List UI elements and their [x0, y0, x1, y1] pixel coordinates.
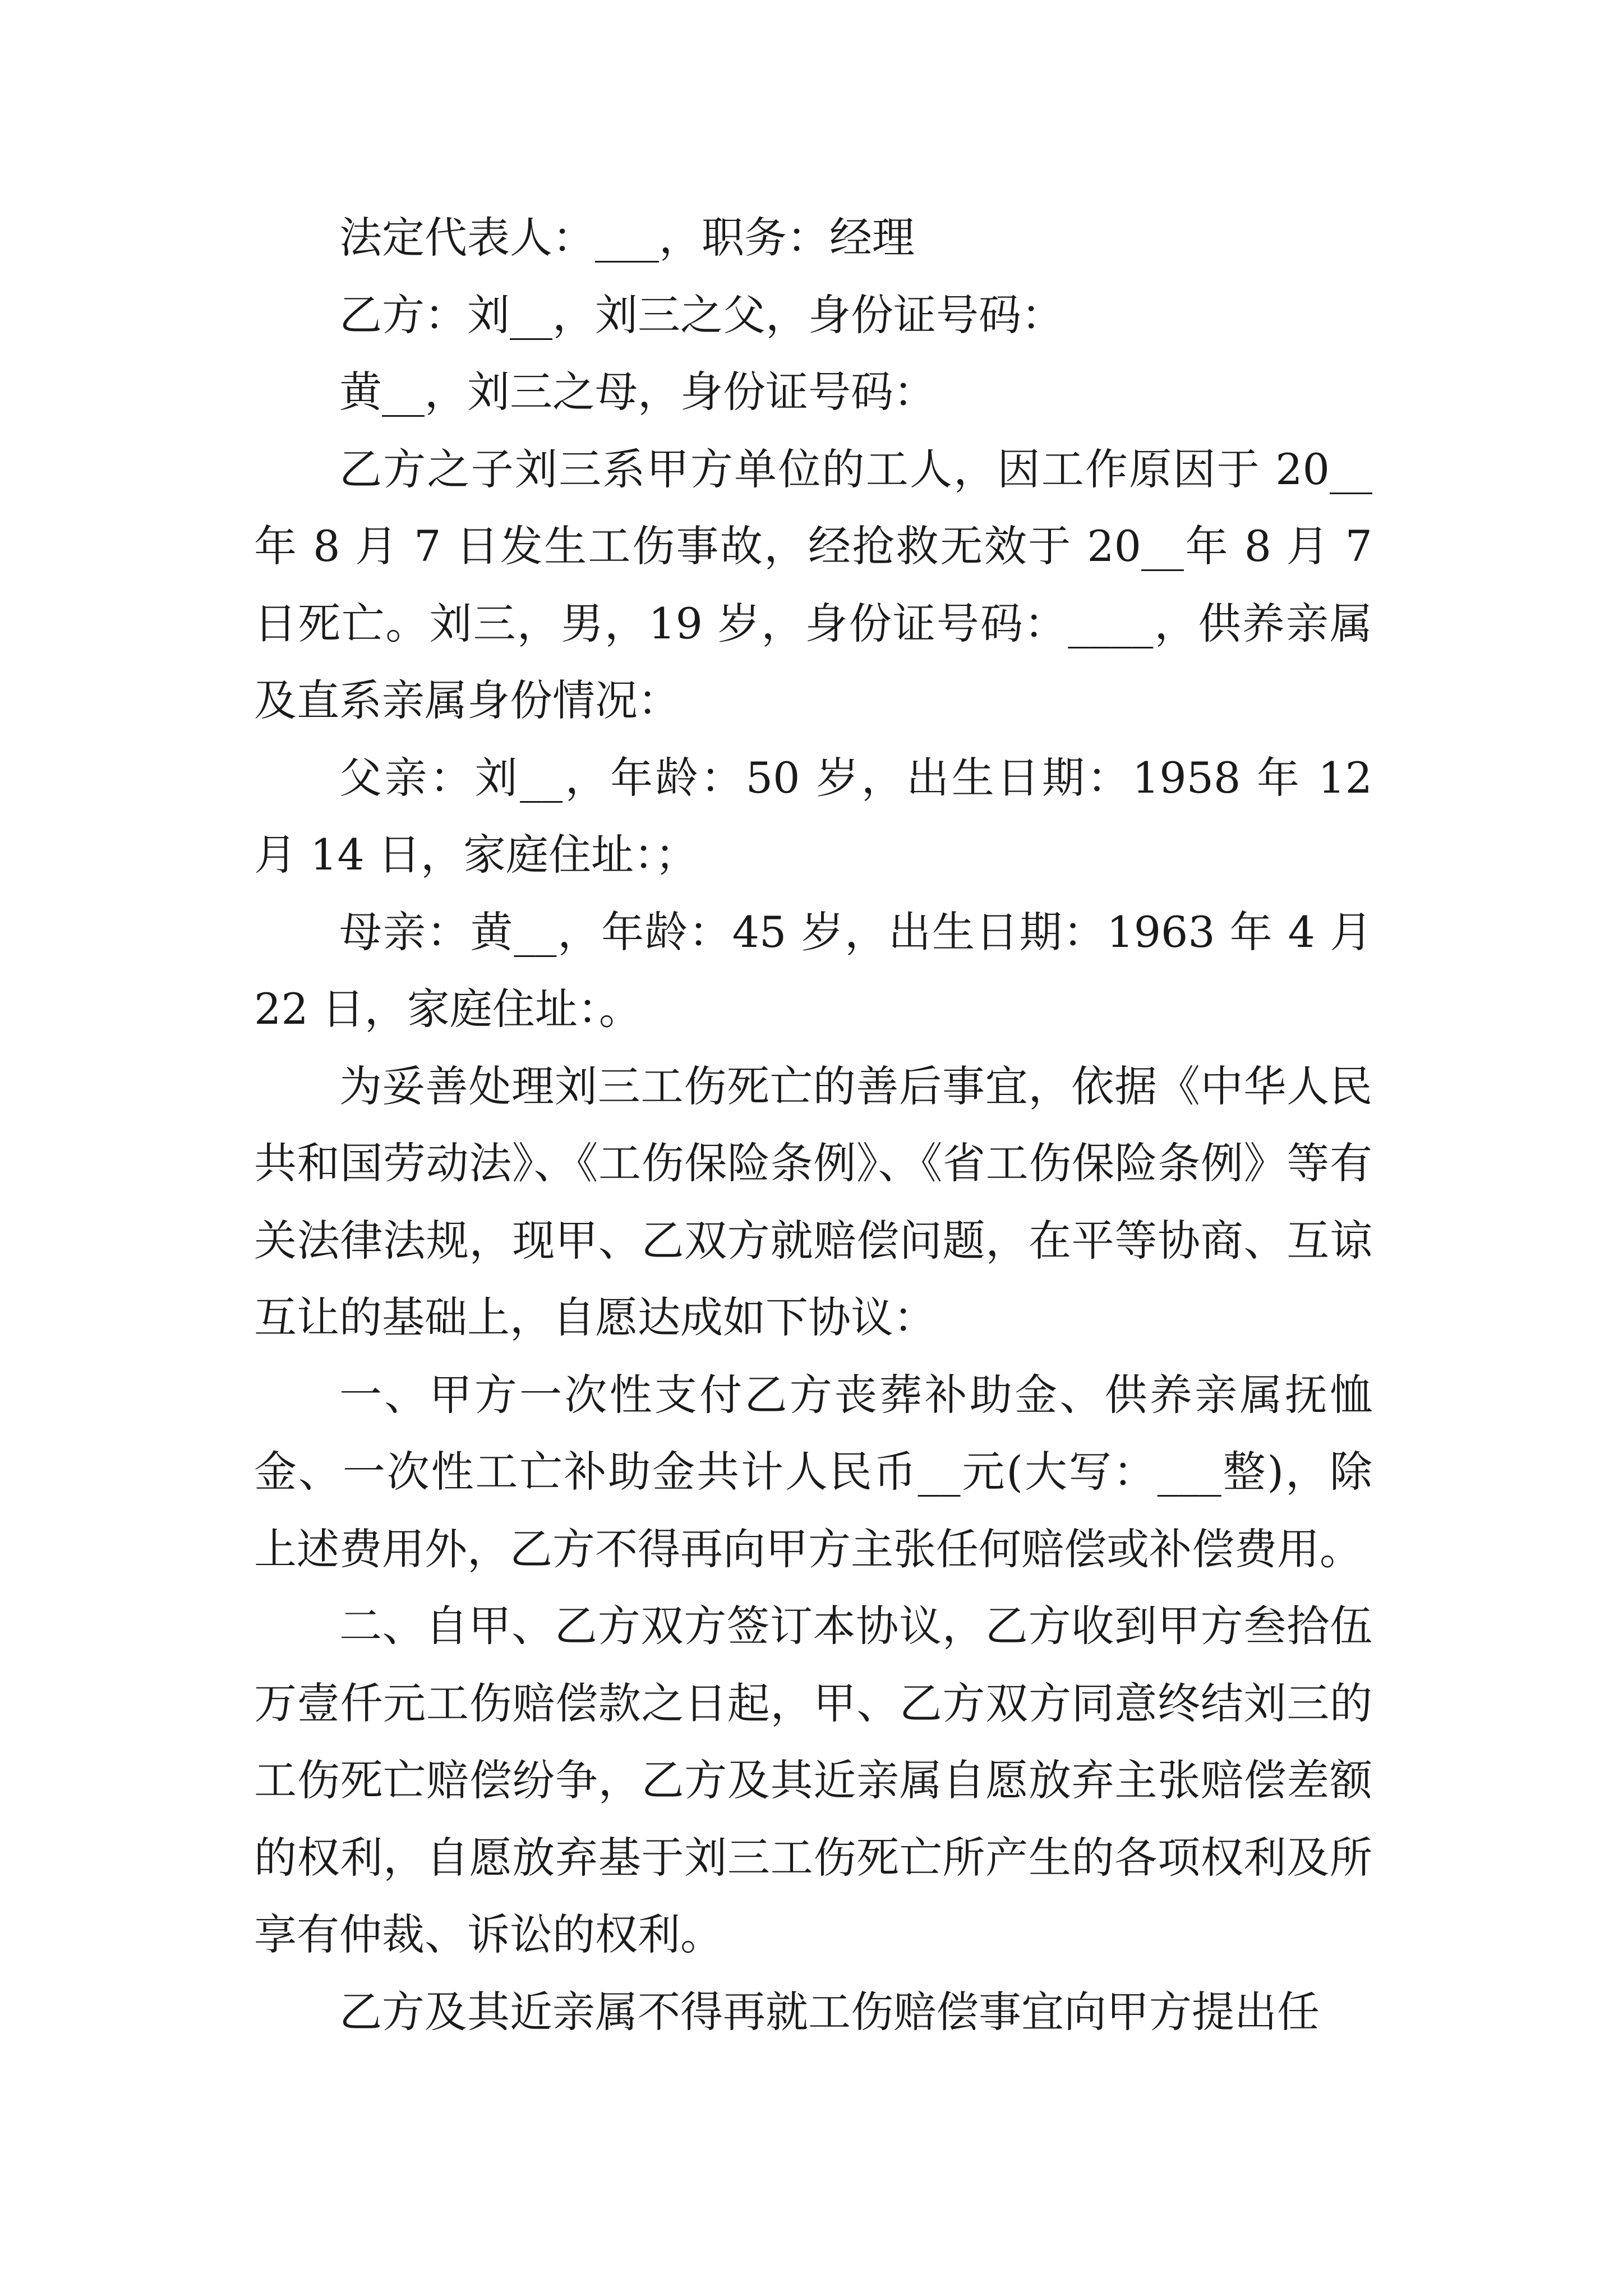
paragraph-incident: 乙方之子刘三系甲方单位的工人，因工作原因于 20__年 8 月 7 日发生工伤事故，经抢救无效于 20__年 8 月 7 日死亡。刘三，男，19 岁，身份证号码：____，供养亲属及直系亲属身份情况： — [254, 444, 1386, 725]
paragraph-father-info: 父亲：刘__，年龄：50 岁，出生日期：1958 年 12 月 14 日，家庭住址：； — [254, 752, 1386, 880]
paragraph-clause-one: 一、甲方一次性支付乙方丧葬补助金、供养亲属抚恤金、一次性工亡补助金共计人民币__元(大写：___整)，除上述费用外，乙方不得再向甲方主张任何赔偿或补偿费用。 — [254, 1369, 1372, 1574]
paragraph-clause-two: 二、自甲、乙方双方签订本协议，乙方收到甲方叁拾伍万壹仟元工伤赔偿款之日起，甲、乙方双方同意终结刘三的工伤死亡赔偿纷争，乙方及其近亲属自愿放弃主张赔偿差额的权利，自愿放弃基于刘三工伤死亡所产生的各项权利及所享有仲裁、诉讼的权利。 — [254, 1601, 1372, 1959]
paragraph-party-b-mother: 黄__，刘三之母，身份证号码： — [339, 367, 936, 417]
paragraph-mother-info: 母亲：黄__，年龄：45 岁，出生日期：1963 年 4 月 22 日，家庭住址：。 — [254, 907, 1386, 1034]
document-body — [254, 199, 1386, 2050]
paragraph-continuation: 乙方及其近亲属不得再就工伤赔偿事宜向甲方提出任 — [339, 1986, 1320, 2037]
paragraph-purpose: 为妥善处理刘三工伤死亡的善后事宜，依据《中华人民共和国劳动法》、《工伤保险条例》、《省工伤保险条例》等有关法律法规，现甲、乙双方就赔偿问题，在平等协商、互谅互让的基础上，自愿达成如下协议： — [254, 1061, 1372, 1342]
paragraph-legal-representative: 法定代表人：___，职务：经理 — [339, 213, 915, 263]
paragraph-party-b-father: 乙方：刘__，刘三之父，身份证号码： — [339, 289, 1064, 340]
